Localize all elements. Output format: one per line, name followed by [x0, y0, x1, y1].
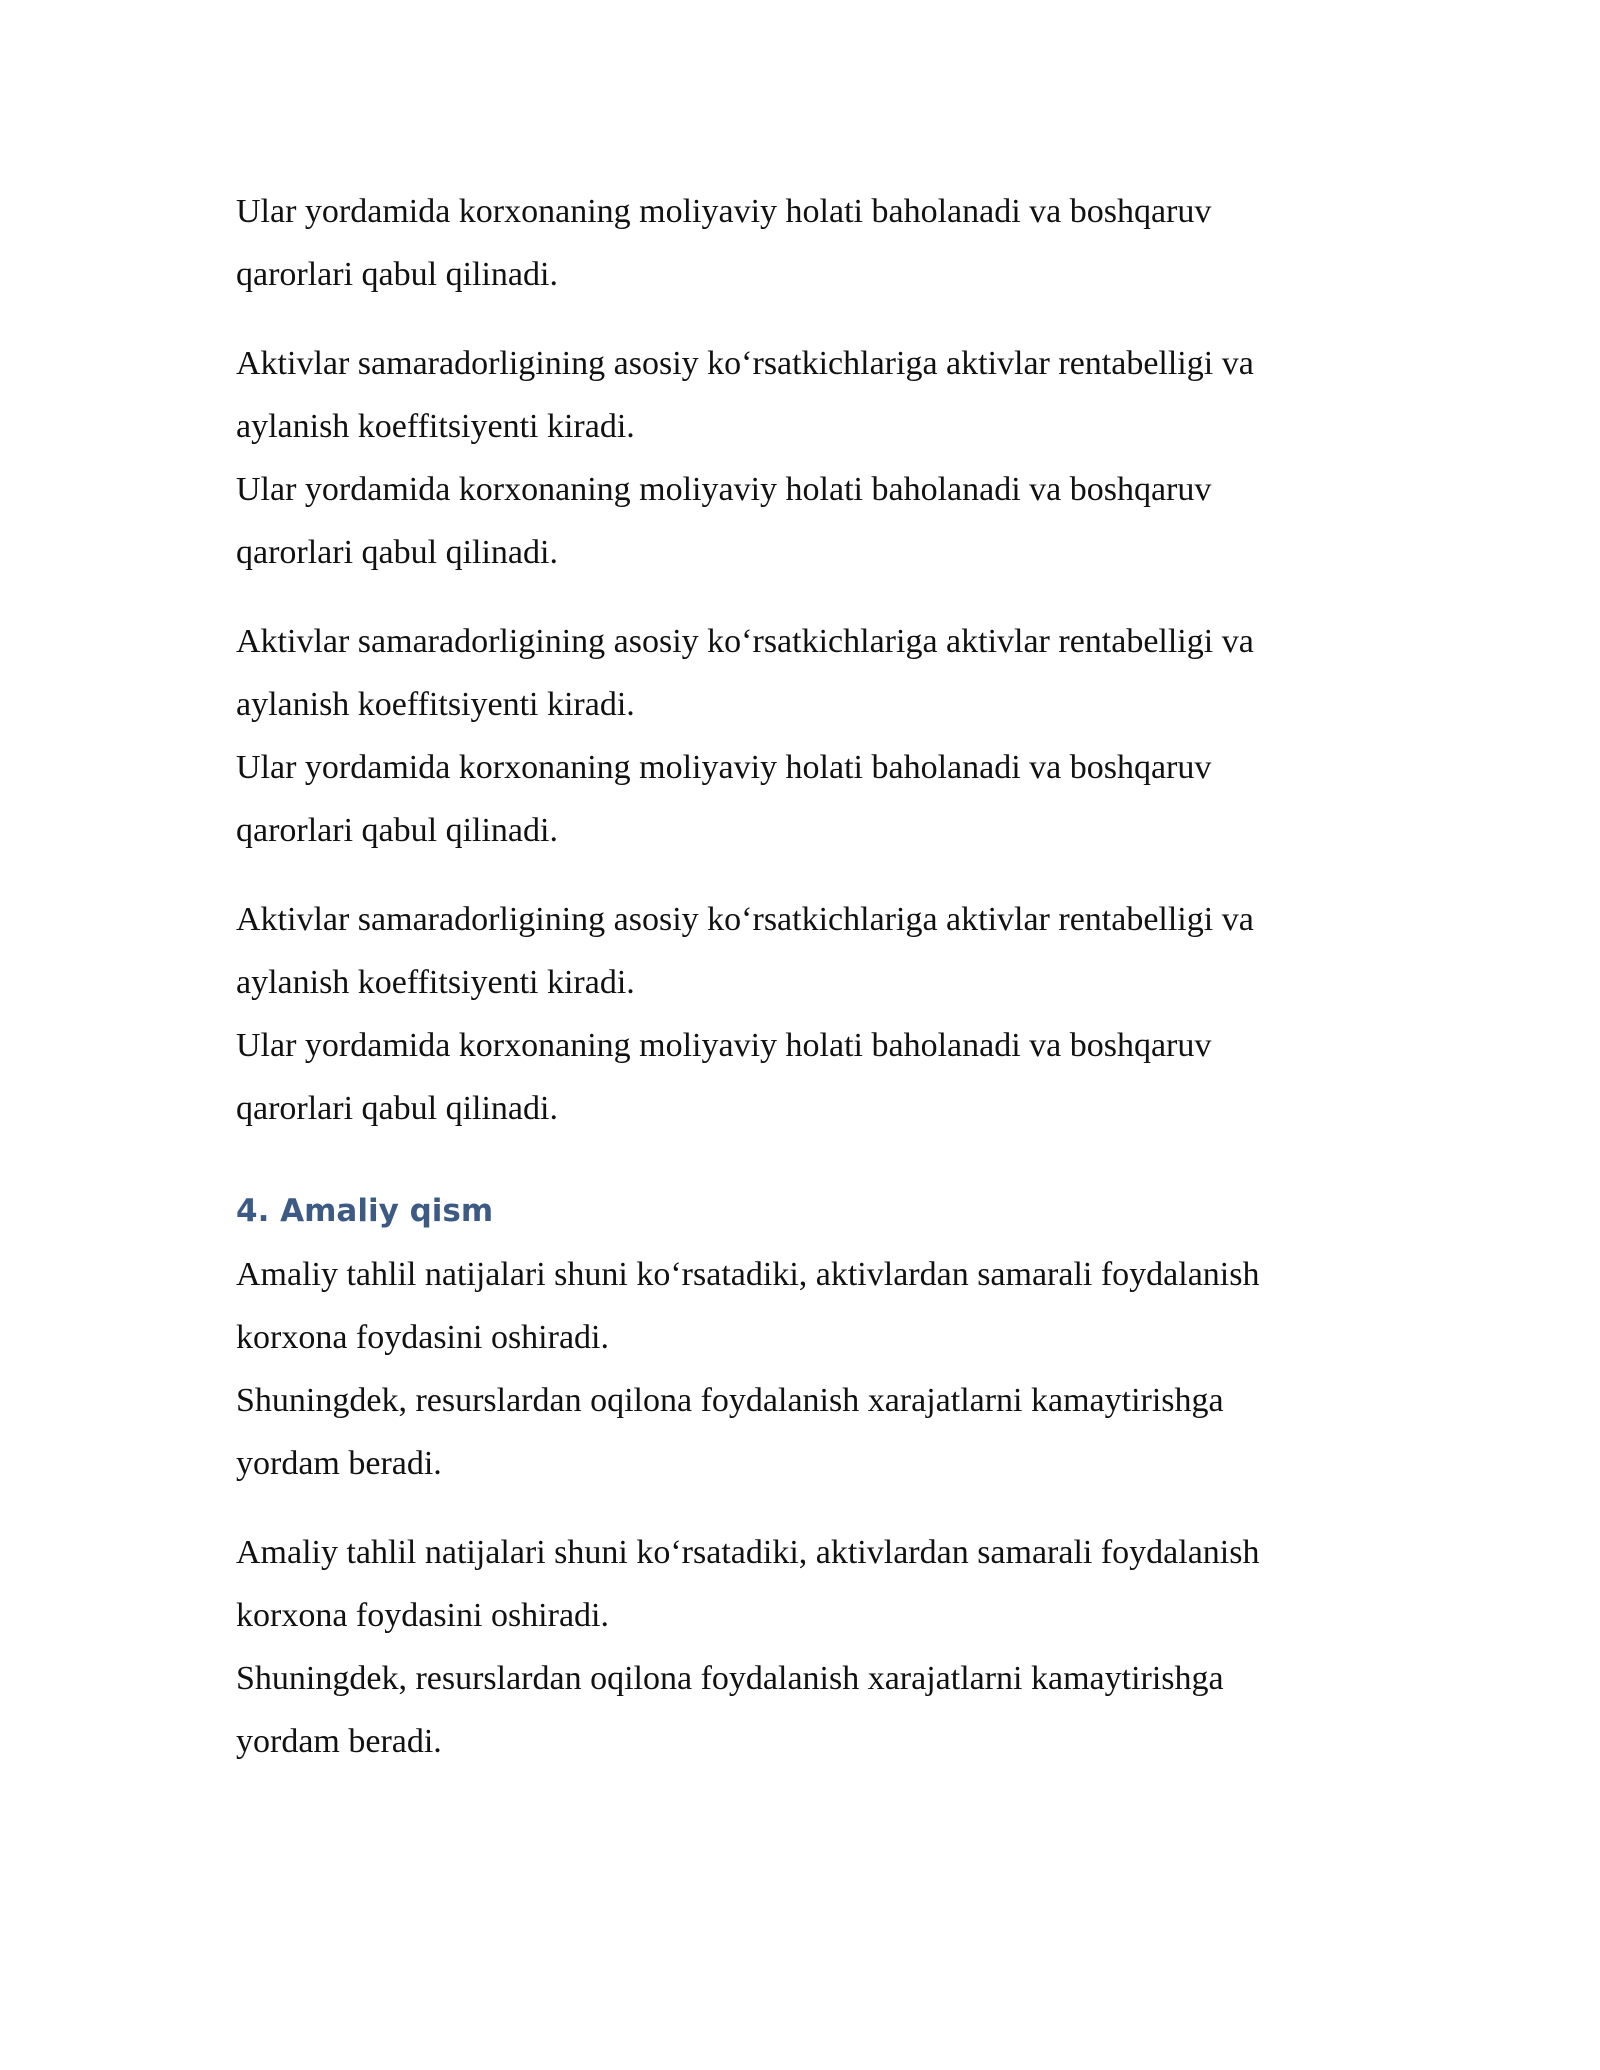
text-line: Ular yordamida korxonaning moliyaviy holati baholanadi va boshqaruv [236, 193, 1212, 230]
text-line: aylanish koeffitsiyenti kiradi. [236, 686, 635, 723]
text-line: aylanish koeffitsiyenti kiradi. [236, 964, 635, 1001]
text-line: Shuningdek, resurslardan oqilona foydalanish xarajatlarni kamaytirishga [236, 1382, 1224, 1419]
text-line: qarorlari qabul qilinadi. [236, 1090, 558, 1127]
text-line: Aktivlar samaradorligining asosiy ko‘rsatkichlariga aktivlar rentabelligi va [236, 623, 1254, 660]
text-line: qarorlari qabul qilinadi. [236, 534, 558, 571]
text-line: Ular yordamida korxonaning moliyaviy holati baholanadi va boshqaruv [236, 749, 1212, 786]
text-line: qarorlari qabul qilinadi. [236, 812, 558, 849]
paragraph-spacing [236, 306, 1376, 332]
text-line: korxona foydasini oshiradi. [236, 1597, 609, 1634]
paragraph [236, 1521, 1376, 1773]
text-line: Aktivlar samaradorligining asosiy ko‘rsatkichlariga aktivlar rentabelligi va [236, 901, 1254, 938]
paragraph-spacing [236, 584, 1376, 610]
text-line: Shuningdek, resurslardan oqilona foydalanish xarajatlarni kamaytirishga [236, 1660, 1224, 1697]
text-line: Ular yordamida korxonaning moliyaviy holati baholanadi va boshqaruv [236, 1027, 1212, 1064]
paragraph [236, 610, 1376, 862]
text-line: Ular yordamida korxonaning moliyaviy holati baholanadi va boshqaruv [236, 471, 1212, 508]
text-line: yordam beradi. [236, 1445, 442, 1482]
text-line: yordam beradi. [236, 1723, 442, 1760]
text-line: Amaliy tahlil natijalari shuni ko‘rsatadiki, aktivlardan samarali foydalanish [236, 1256, 1260, 1293]
paragraph [236, 1243, 1376, 1495]
text-line: korxona foydasini oshiradi. [236, 1319, 609, 1356]
paragraph [236, 332, 1376, 584]
paragraph-spacing [236, 1495, 1376, 1521]
text-line: Aktivlar samaradorligining asosiy ko‘rsatkichlariga aktivlar rentabelligi va [236, 345, 1254, 382]
paragraph [236, 180, 1376, 306]
document-body [236, 180, 1376, 1773]
section-spacing [236, 1140, 1376, 1180]
paragraph-spacing [236, 862, 1376, 888]
text-line: Amaliy tahlil natijalari shuni ko‘rsatadiki, aktivlardan samarali foydalanish [236, 1534, 1260, 1571]
text-line: qarorlari qabul qilinadi. [236, 256, 558, 293]
paragraph [236, 888, 1376, 1140]
section-heading: 4. Amaliy qism [236, 1193, 494, 1229]
text-line: aylanish koeffitsiyenti kiradi. [236, 408, 635, 445]
